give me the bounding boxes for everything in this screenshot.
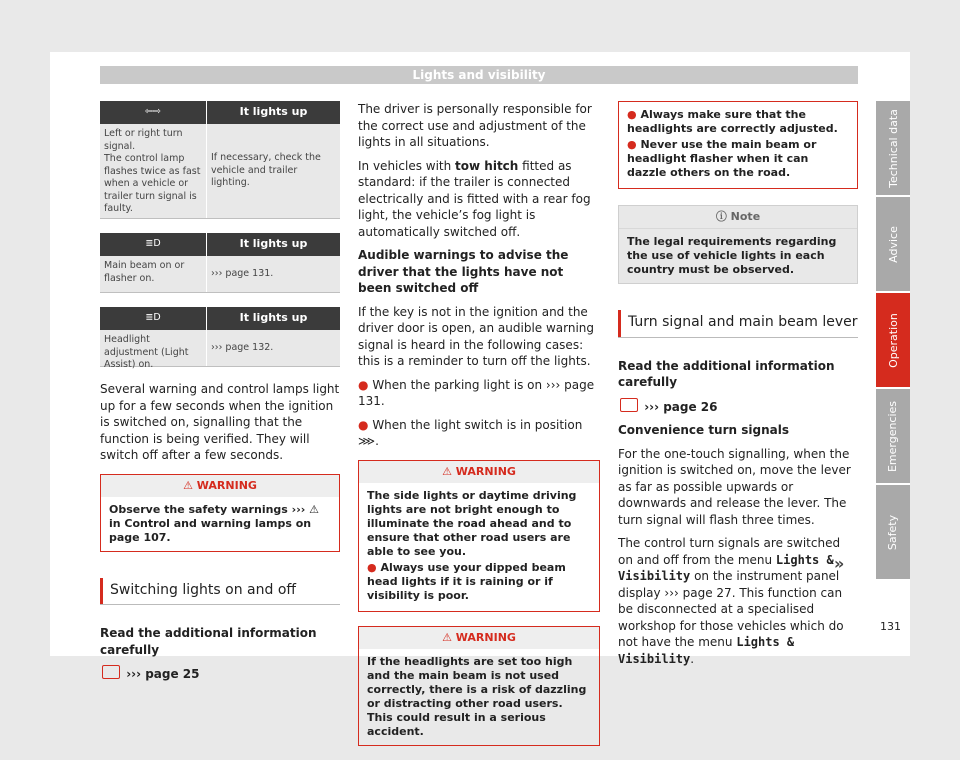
column-2: The driver is personally responsible for the correct use and adjustment of the lights in all situations. In vehicles with tow hitch fitted as standard: if the trailer is connected electrically and is fitted with a rear fog light, the vehicle’s fog light is automatically switched off. Audible warnings to advise the driver that the lights have not been switched off If the key is not in the ignition and the driver door is open, an audible warning signal is heard in the following cases: this is a reminder to turn off the lights. ● When the parking light is on ››› page 131. ● When the light switch is in position ⋙. ⚠ WARNING The side lights or daytime driving lights are not bright enough to illuminate the road ahead and to ensure that other road users are able to see you. ● Always use your dipped beam head lights if it is raining or if visibility is poor. ⚠ WARNING If the headlights are set too high and the main beam is not used correctly, there is a risk of dazzling or distracting other road users. This could result in a serious accident. (358, 101, 600, 760)
lamp-table-light-assist: ≣D It lights up Headlight adjustment (Light Assist) on. ››› page 132. (100, 307, 340, 367)
info-icon: ⓘ (715, 210, 727, 223)
column-3: ● Always make sure that the headlights are correctly adjusted. ● Never use the main beam or headlight flasher when it can dazzle others on the road. ⓘ Note The legal requirements regarding the use of vehicle lights in each country must be observed. Turn signal and main beam lever Read the additional information carefully ››› page 26 Convenience turn signals For the one-touch signalling, when the ignition is switched on, move the lever as far as possible upwards or downwards and release the lever. The turn signal will flash three times. The control turn signals are switched on and off from the menu Lights & Visibility on the instrument panel display ››› page 27. This function can be disconnected at a specialised workshop for those vehicles which do not have the menu Lights & Visibility. (618, 101, 858, 674)
page-header: Lights and visibility (100, 66, 858, 84)
tab-emergencies[interactable]: Emergencies (876, 389, 910, 483)
chapter-tabs (876, 101, 910, 581)
tab-safety[interactable]: Safety (876, 485, 910, 579)
warning-box: ⚠ WARNING The side lights or daytime driving lights are not bright enough to illuminate the road ahead and to ensure that other road users are able to see you. ● Always use your dipped beam head lights if it is raining or if visibility is poor. (358, 460, 600, 612)
tab-technical-data[interactable]: Technical data (876, 101, 910, 195)
light-assist-icon: ≣D (100, 307, 207, 330)
tab-operation[interactable]: Operation (876, 293, 910, 387)
page-link[interactable]: ››› page 26 (644, 399, 718, 414)
main-beam-icon: ≣D (100, 233, 207, 256)
book-icon (102, 665, 120, 679)
warning-box: ⚠ WARNING Observe the safety warnings ››› ⚠ in Control and warning lamps on page 107. (100, 474, 340, 552)
page-link[interactable]: ››› page 25 (126, 667, 200, 681)
warning-box-continued: ● Always make sure that the headlights are correctly adjusted. ● Never use the main beam or headlight flasher when it can dazzle others on the road. (618, 101, 858, 189)
turn-signal-icon: ⇦⇨ (100, 101, 207, 124)
continue-arrow: » (834, 554, 845, 573)
section-title: Turn signal and main beam lever (618, 310, 858, 338)
page-number: 131 (880, 620, 901, 633)
page-link[interactable]: ››› page 132. (211, 341, 274, 353)
page-link[interactable]: ››› page 131. (211, 267, 274, 279)
warning-icon: ⚠ (442, 630, 452, 644)
column-1: ⇦⇨ It lights up Left or right turn signal. The control lamp flashes twice as fast when a vehicle or trailer turn signal is faulty. If necessary, check the vehicle and trailer lighting. ≣D It lights up Main beam on or flasher on. ››› page 131. ≣D It lights up Headlight adjustment (Light Assist) on. ››› page 132. Several warning and control lamps light up for a few seconds when the ignition is switched on, signalling that the function is being verified. They will switch off after a few seconds. ⚠ WARNING Observe the safety warnings ››› ⚠ in Control and warning lamps on page 107. Switching lights on and off Read the additional information carefully ››› page 25 (100, 101, 340, 690)
note-box: ⓘ Note The legal requirements regarding the use of vehicle lights in each country must be observed. (618, 205, 858, 284)
tab-advice[interactable]: Advice (876, 197, 910, 291)
lamp-table-turn-signal: ⇦⇨ It lights up Left or right turn signal. The control lamp flashes twice as fast when a vehicle or trailer turn signal is faulty. If necessary, check the vehicle and trailer lighting. (100, 101, 340, 219)
warning-icon: ⚠ (183, 478, 193, 492)
warning-icon: ⚠ (442, 464, 452, 478)
subheading: Convenience turn signals (618, 423, 789, 437)
subheading: Audible warnings to advise the driver that the lights have not been switched off (358, 248, 569, 295)
lamp-table-main-beam: ≣D It lights up Main beam on or flasher on. ››› page 131. (100, 233, 340, 293)
warning-box: ⚠ WARNING If the headlights are set too high and the main beam is not used correctly, there is a risk of dazzling or distracting other road users. This could result in a serious accident. (358, 626, 600, 746)
book-icon (620, 398, 638, 412)
section-title: Switching lights on and off (100, 578, 340, 606)
